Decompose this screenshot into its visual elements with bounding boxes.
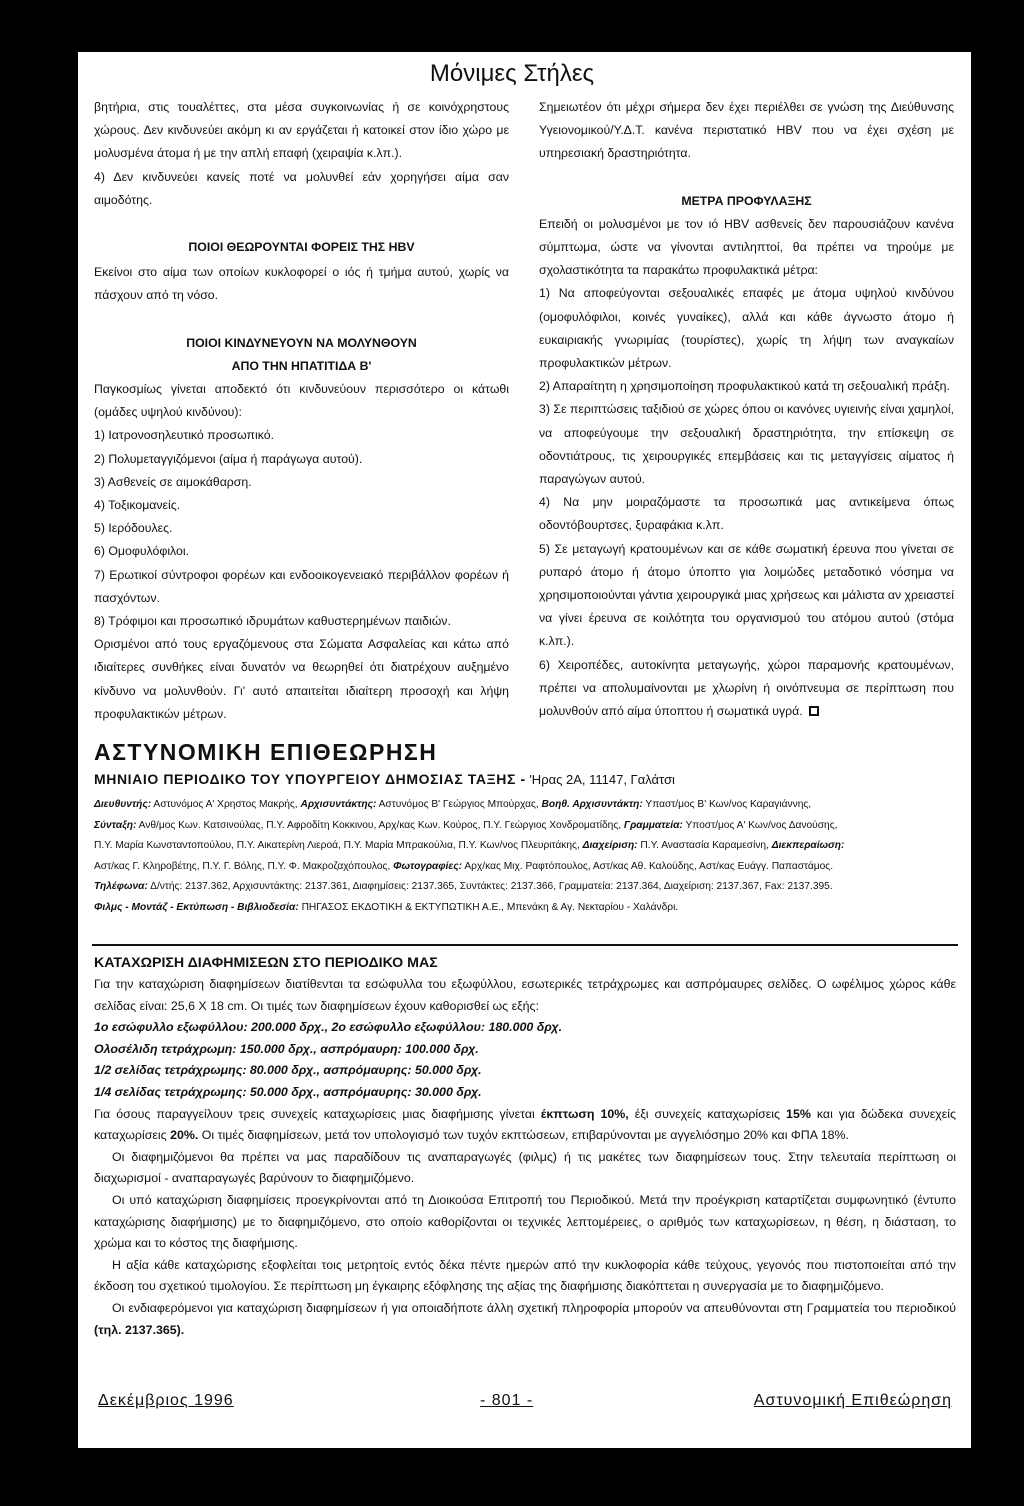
ads-text: Για όσους παραγγείλουν τρεις συνεχείς καταχωρίσεις μιας διαφήμισης γίνεται [94,1106,535,1121]
credit-label: Φιλμς - Μοντάζ - Εκτύπωση - Βιβλιοδεσία: [94,901,299,913]
credit-label: Διεκπεραίωση: [771,840,845,852]
credit-value: Αστυνόμος Α' Χρηστος Μακρής, [153,799,298,810]
credit-value: Δ/ντής: 2137.362, Αρχισυντάκτης: 2137.361, Διαφημίσεις: 2137.365, Συντάκτες: 2137.366, Γραμματεία: 2137.364, Διαχείριση: 2137.367, Fax: 2137.395. [150,881,833,893]
credit-label: Αρχισυντάκτης: [300,799,377,810]
measure-list-item: 3) Σε περιπτώσεις ταξιδιού σε χώρες όπου οι κανόνες υγιεινής είναι χαμηλοί, να αποφεύγουμε την σεξουαλική δραστηριότητα, την επίσκεψη σε οδοντιάτρους, τις χειρουργικές επεμβάσεις και τις μεταγγίσεις αίματος ή παραγώγων αυτού. [539,402,954,487]
measure-list-item: 5) Σε μεταγωγή κρατουμένων και σε κάθε σωματική έρευνα που γίνεται σε ρυπαρό άτομο ή άτομο ύποπτο για λοιμώδες μεταδοτικό νόσημα να χρησιμοποιούνται γάντια χειρουργικά μιας χρήσεως και μάλιστα αν χρειαστεί να γίνει έρευνα σε κοιλότητα του οργανισμού του ατόμου αυτού (στόμα κ.λπ.). [539,541,954,649]
masthead-address: 'Ηρας 2Α, 11147, Γαλάτσι [529,772,675,787]
credit-value: ΠΗΓΑΣΟΣ ΕΚΔΟΤΙΚΗ & ΕΚΤΥΠΩΤΙΚΗ Α.Ε., Μπενάκη & Αγ. Νεκταρίου - Χαλάνδρι. [301,901,679,913]
measure-list-item-text: 6) Χειροπέδες, αυτοκίνητα μεταγωγής, χώροι παραμονής κρατουμένων, πρέπει να απολυμαίνονται με χλωρίνη ή οινόπνευμα σε περίπτωση που μολυνθούν από αίμα ύποπτου ή σωματικά υγρά. [539,657,954,719]
risk-list-item: 8) Τρόφιμοι και προσωπικό ιδρυμάτων καθυστερημένων παιδιών. [94,614,451,629]
risk-list-item: 7) Ερωτικοί σύντροφοι φορέων και ενδοοικογενειακό περιβάλλον φορέων ή πασχόντων. [94,567,509,605]
ads-paragraph-4: Οι υπό καταχώριση διαφημίσεις προεγκρίνονται από τη Διοικούσα Επιτροπή του Περιοδικού. Μετά την προέγκριση καταρτίζεται συμφωνητικό (έντυπο καταχώρισης διαφήμισης) με το διαφημιζόμενο, στο οποίο καθορίζονται οι τεχνικές λεπτομέρειες, ο αριθμός των καταχωρίσεων, η θέση, η διάσταση, το χρώμα και το κόστος της διαφήμισης. [94,1192,956,1251]
price-line: 1/4 σελίδας τετράχρωμης: 50.000 δρχ., ασπρόμαυρης: 30.000 δρχ. [94,1084,482,1099]
heading-hbv-carriers: ΠΟΙΟΙ ΘΕΩΡΟΥΝΤΑΙ ΦΟΡΕΙΣ ΤΗΣ HBV [188,240,415,255]
left-paragraph-1: βητήρια, στις τουαλέττες, στα μέσα συγκοινωνίας ή σε κοινόχρηστους χώρους. Δεν κινδυνεύει ακόμη κι αν εργάζεται ή κατοικεί στον ίδιο χώρο με μολυσμένα άτομα ή με την απλή επαφή (χειραψία κ.λπ.). [94,100,509,161]
risk-list-item: 5) Ιερόδουλες. [94,521,173,536]
left-paragraph-4: Παγκοσμίως γίνεται αποδεκτό ότι κινδυνεύουν περισσότερο οι κάτωθι (ομάδες υψηλού κινδύνου): [94,382,509,420]
end-of-article-icon [809,706,819,716]
measure-list-item: 2) Απαραίτητη η χρησιμοποίηση προφυλακτικού κατά τη σεξουαλική πράξη. [539,379,950,394]
heading-at-risk-line1: ΠΟΙΟΙ ΚΙΝΔΥΝΕΥΟΥΝ ΝΑ ΜΟΛΥΝΘΟΥΝ [186,335,417,350]
ads-discount: έκπτωση 10%, [540,1106,629,1121]
running-head: Μόνιμες Στήλες [429,60,595,87]
right-paragraph-2: Επειδή οι μολυσμένοι με τον ιό HBV ασθενείς δεν παρουσιάζουν κανένα σύμπτωμα, ώστε να γίνονται αντιληπτοί, θα πρέπει να τηρούμε με σχολαστικότητα τα παρακάτω προφυλακτικά μέτρα: [539,216,954,278]
heading-prevention-measures: ΜΕΤΡΑ ΠΡΟΦΥΛΑΞΗΣ [681,193,812,208]
ads-phone: (τηλ. 2137.365). [94,1322,185,1337]
ads-text: έξι συνεχείς καταχωρίσεις [634,1106,781,1121]
credit-value: Υποστ/μος Α' Κων/νος Δανούσης, [685,819,838,831]
footer-publication: Αστυνομική Επιθεώρηση [753,1392,952,1409]
measure-list-item [539,654,954,724]
credit-value: Αστ/κας Γ. Κληροβέτης, Π.Υ. Γ. Βόλης, Π.Υ. Φ. Μακροζαχόπουλος, [94,860,391,872]
credit-value: Π.Υ. Μαρία Κωνσταντοπούλου, Π.Υ. Αικατερίνη Λιεροά, Π.Υ. Μαρία Μπρακούλια, Π.Υ. Κων/νος Πλευριτάκης, [94,840,580,852]
credit-label: Γραμματεία: [623,819,683,831]
ads-text: και για δώδεκα συνεχείς καταχωρίσεις [94,1106,956,1143]
advertising-section [94,952,956,1341]
measure-list-item: 1) Να αποφεύγονται σεξουαλικές επαφές με άτομα υψηλού κινδύνου (ομοφυλόφιλοι, κοινές γυναίκες), αλλά και κάθε άγνωστο άτομο ή ευκαιριακής γνωριμίας (τουρίστες), χωρίς τη λήψη των αναγκαίων προφυλακτικών μέτρων. [539,286,954,371]
price-line: Ολοσέλιδη τετράχρωμη: 150.000 δρχ., ασπρόμαυρη: 100.000 δρχ. [94,1041,479,1056]
credit-label: Σύνταξη: [94,819,137,831]
right-column [539,96,954,726]
credit-label: Τηλέφωνα: [94,881,148,893]
ads-paragraph-1: Για την καταχώριση διαφημίσεων διατίθενται τα εσώφυλλα του εξωφύλλου, εσωτερικές τετράχρωμες και ασπρόμαυρες σελίδες. Ο ωφέλιμος χώρος κάθε σελίδας είναι: 25,6 Χ 18 cm. Οι τιμές των διαφημίσεων έχουν καθορισθεί ως εξής: [94,977,956,1013]
credit-value: Π.Υ. Αναστασία Καραμεσίνη, [640,840,769,852]
credit-label: Διευθυντής: [94,799,152,810]
heading-at-risk-line2: ΑΠΟ ΤΗΝ ΗΠΑΤΙΤΙΔΑ Β' [231,358,372,373]
masthead-credits [94,795,956,919]
credit-label: Φωτογραφίες: [393,860,463,872]
masthead-subtitle [94,768,956,791]
credit-value: Ανθ/μος Κων. Κατσινούλας, Π.Υ. Αφροδίτη Κοκκινου, Αρχ/κας Κων. Κούρος, Π.Υ. Γεώργιος Χονδροματίδης, [138,819,622,831]
risk-list-item: 3) Ασθενείς σε αιμοκάθαρση. [94,474,252,489]
measure-list-item: 4) Να μην μοιραζόμαστε τα προσωπικά μας αντικείμενα όπως οδοντόβουρτσες, ξυραφάκια κ.λπ. [539,495,954,533]
left-paragraph-2: 4) Δεν κινδυνεύει κανείς ποτέ να μολυνθεί εάν χορηγήσει αίμα σαν αιμοδότης. [94,169,509,207]
ads-paragraph-3: Οι διαφημιζόμενοι θα πρέπει να μας παραδίδουν τις αναπαραγωγές (φιλμς) ή τις μακέτες των διαφημίσεων τους. Στην τελευταία περίπτωση οι διαχωρισμοί - αναπαραγωγές βαρύνουν το διαφημιζόμενο. [94,1149,956,1186]
credit-label: Διαχείριση: [582,840,638,852]
page-number: - 801 - [480,1392,534,1409]
article-columns [94,96,954,726]
risk-list-item: 6) Ομοφυλόφιλοι. [94,544,189,559]
credit-value: Υπαστ/μος Β' Κων/νος Καραγιάννης, [645,799,812,810]
ads-discount: 20%. [170,1128,199,1143]
price-line: 1ο εσώφυλλο εξωφύλλου: 200.000 δρχ., 2ο εσώφυλλο εξωφύλλου: 180.000 δρχ. [94,1020,563,1035]
masthead [94,738,956,919]
masthead-title: ΑΣΤΥΝΟΜΙΚΗ ΕΠΙΘΕΩΡΗΣΗ [94,739,438,765]
risk-list-item: 4) Τοξικομανείς. [94,498,181,513]
ads-text: Οι ενδιαφερόμενοι για καταχώριση διαφημίσεων ή για οποιαδήποτε άλλη σχετική πληροφορία μπορούν να απευθύνονται στη Γραμματεία του περιοδικού [112,1300,956,1315]
left-column [94,96,509,726]
section-divider [92,944,958,946]
left-paragraph-5: Ορισμένοι από τους εργαζόμενους στα Σώματα Ασφαλείας και κάτω από ιδιαίτερες συνθήκες είναι δυνατόν να θεωρηθεί ότι διατρέχουν αυξημένο κίνδυνο να μολυνθούν. Γι' αυτό απαιτείται ιδιαίτερη προσοχή και λήψη προφυλακτικών μέτρων. [94,637,509,721]
risk-list-item: 1) Ιατρονοσηλευτικό προσωπικό. [94,428,274,443]
ads-paragraph-5: Η αξία κάθε καταχώρισης εξοφλείται τοις μετρητοίς εντός δέκα πέντε ημερών από την κυκλοφορία κάθε τεύχους, γεγονός που πιστοποιείται από την έκδοση του σχετικού τιμολογίου. Σε περίπτωση μη έγκαιρης εξόφλησης της αξίας της διαφήμισης διακόπτεται η συνεργασία με το διαφημιζόμενο. [94,1257,956,1294]
ads-discount: 15% [786,1106,811,1121]
credit-value: Αρχ/κας Μιχ. Ραφτόπουλος, Αστ/κας Αθ. Καλούδης, Αστ/κας Ευάγγ. Παπαστάμος. [464,860,834,872]
advertising-title: ΚΑΤΑΧΩΡΙΣΗ ΔΙΑΦΗΜΙΣΕΩΝ ΣΤΟ ΠΕΡΙΟΔΙΚΟ ΜΑΣ [94,955,438,971]
ads-text: Οι τιμές διαφημίσεων, μετά τον υπολογισμό των τυχόν εκπτώσεων, επιβαρύνονται με αγγελιόσημο 20% και ΦΠΑ 18%. [201,1128,849,1143]
masthead-publisher: ΜΗΝΙΑΙΟ ΠΕΡΙΟΔΙΚΟ ΤΟΥ ΥΠΟΥΡΓΕΙΟΥ ΔΗΜΟΣΙΑΣ ΤΑΞΗΣ - [94,771,526,787]
risk-list-item: 2) Πολυμεταγγιζόμενοι (αίμα ή παράγωγα αυτού). [94,451,363,466]
credit-value: Αστυνόμος Β' Γεώργιος Μπούρχας, [378,799,539,810]
footer-date: Δεκέμβριος 1996 [98,1392,234,1409]
left-paragraph-3: Εκείνοι στο αίμα των οποίων κυκλοφορεί ο ιός ή τμήμα αυτού, χωρίς να πάσχουν από τη νόσο. [94,265,509,303]
ads-paragraph-6 [94,1298,956,1341]
right-paragraph-1: Σημειωτέον ότι μέχρι σήμερα δεν έχει περιέλθει σε γνώση της Διεύθυνσης Υγειονομικού/Υ.Δ.Τ. κανένα περιστατικό HBV που να έχει σχέση με υπηρεσιακή δραστηριότητα. [539,100,954,161]
credit-label: Βοηθ. Αρχισυντάκτη: [541,799,643,810]
price-line: 1/2 σελίδας τετράχρωμης: 80.000 δρχ., ασπρόμαυρης: 50.000 δρχ. [94,1063,482,1078]
ads-paragraph-2 [94,1104,956,1147]
